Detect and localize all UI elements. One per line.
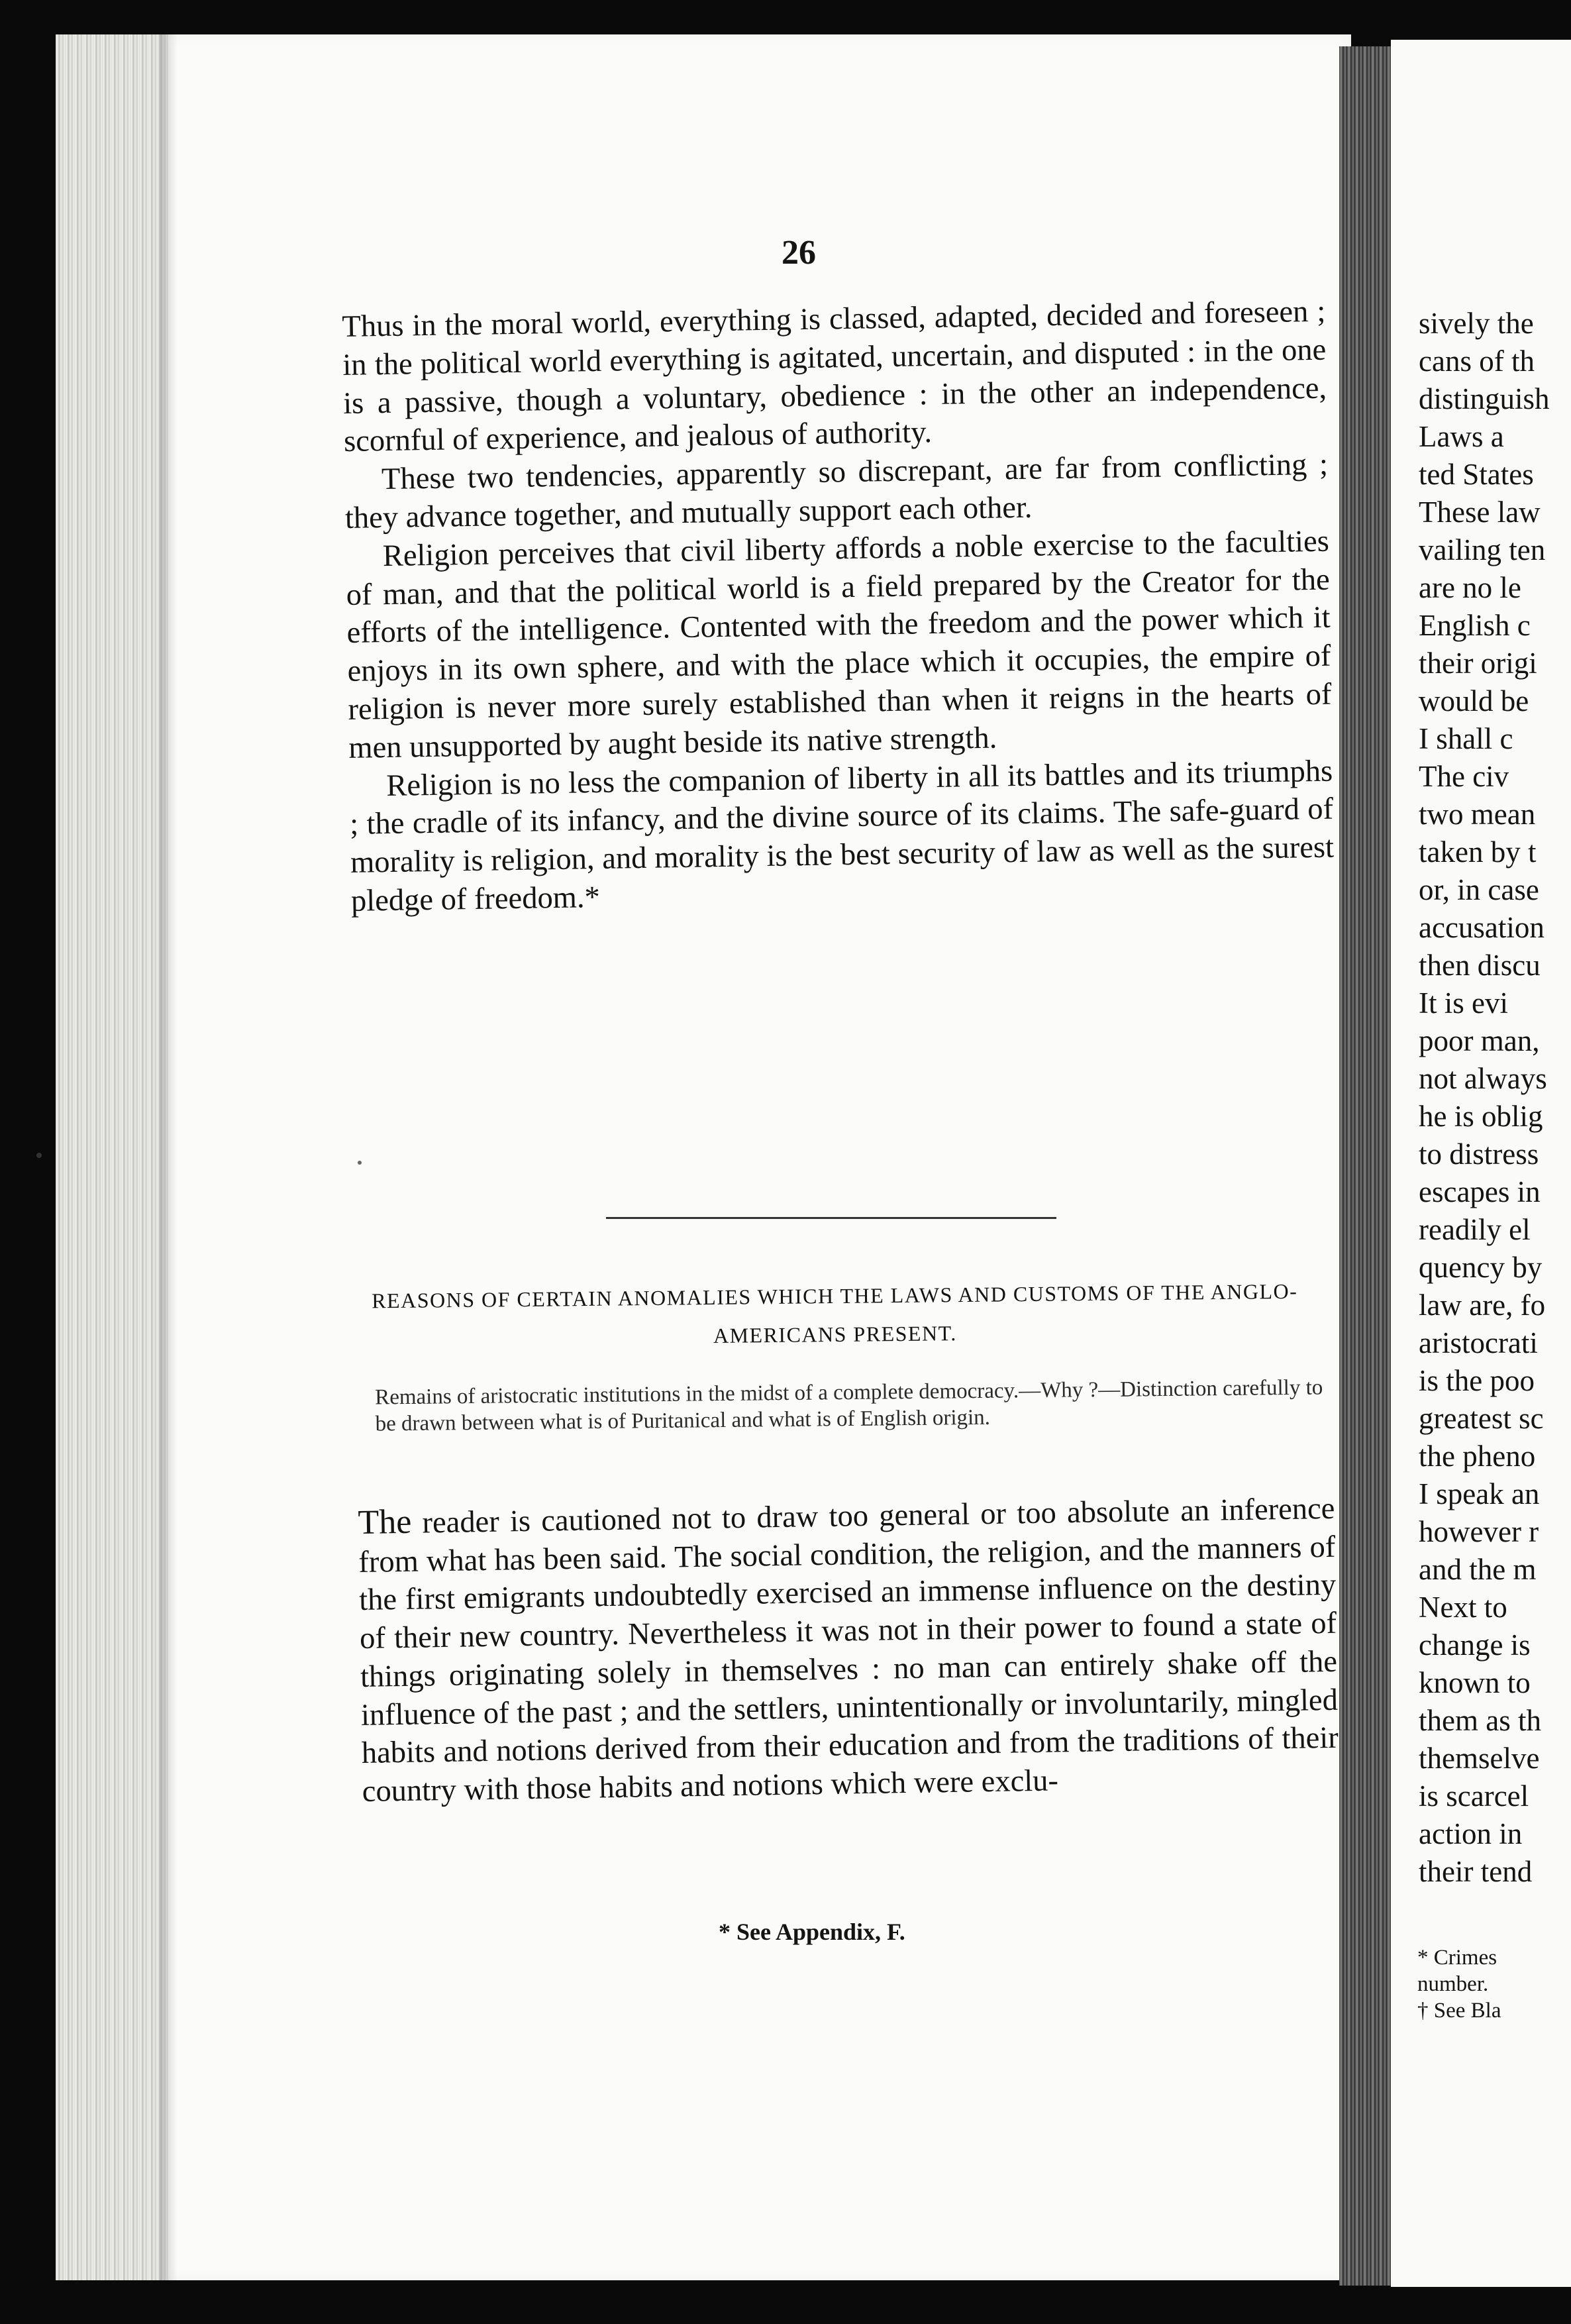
right-page-line: action in bbox=[1419, 1817, 1523, 1850]
right-page-footnote-line: † See Bla bbox=[1417, 1999, 1501, 2023]
right-page-line: It is evi bbox=[1419, 986, 1508, 1020]
paragraph: Religion is no less the companion of liberty in all its battles and its triumphs ; the cradle of its infancy, and the divine source of its claims. The safe-guard of morality is religion, and morality is the best security of law as well as the surest pledge of freedom.* bbox=[349, 754, 1335, 918]
right-page-line: taken by t bbox=[1419, 835, 1537, 869]
section-heading: REASONS OF CERTAIN ANOMALIES WHICH THE LAWS AND CUSTOMS OF THE ANGLO-AMERICANS PRESENT. bbox=[372, 1279, 1298, 1347]
right-page-line: readily el bbox=[1419, 1213, 1531, 1246]
right-page-line: Laws a bbox=[1419, 420, 1504, 453]
right-page-line: sively the bbox=[1419, 307, 1534, 340]
drop-cap: The bbox=[358, 1503, 412, 1542]
section-summary: Remains of aristocratic institutions in the midst of a complete democracy.—Why ?—Distinction carefully to be drawn between what is of Puritanical and what is of English origin. bbox=[375, 1375, 1323, 1436]
right-page-line: ted States bbox=[1419, 458, 1534, 491]
footnote: * See Appendix, F. bbox=[719, 1919, 905, 1945]
paragraph: Religion perceives that civil liberty affords a noble exercise to the faculties of man, and that the political world is a field prepared by the Creator for the efforts of the intelligence. Contented with the freedom and the power which it enjoys in its own sphere, and with the place which it occupies, the empire of religion is never more surely established than when it reigns in the hearts of men unsupported by aught beside its native strength. bbox=[346, 524, 1332, 765]
right-page-line: is scarcel bbox=[1419, 1779, 1529, 1813]
right-page-line: distinguish bbox=[1419, 382, 1550, 415]
right-page-line: I shall c bbox=[1419, 722, 1513, 755]
right-page-line: not always bbox=[1419, 1062, 1547, 1095]
right-page-line: aristocrati bbox=[1419, 1326, 1538, 1359]
paragraph: These two tendencies, apparently so discrepant, are far from conflicting ; they advance together, and mutually support each other. bbox=[344, 447, 1329, 535]
right-page-footnote-line: * Crimes bbox=[1417, 1946, 1497, 1970]
right-page-line: cans of th bbox=[1419, 344, 1535, 378]
right-page-line: however r bbox=[1419, 1515, 1539, 1548]
book-gutter bbox=[1339, 46, 1397, 2286]
right-page-line: their tend bbox=[1419, 1855, 1533, 1888]
right-page-line: their origi bbox=[1419, 647, 1537, 680]
right-page-line: then discu bbox=[1419, 949, 1541, 982]
chapter-body: reader is cautioned not to draw too general or too absolute an inference from what has been said. The social condition, the religion, and the manners of the first emigrants undoubtedly exercised an immense influence on the destiny of their new country. Nevertheless it was not in their power to found a state of things originating solely in themselves : no man can entirely shake off the influence of the past ; and the settlers, unintentionally or involuntarily, mingled habits and notions derived from their education and from the traditions of their country with those habits and notions which were exclu- bbox=[358, 1491, 1339, 1809]
page-stack-edge bbox=[56, 34, 168, 2280]
right-page-line: he is oblig bbox=[1419, 1100, 1543, 1133]
right-page-line: or, in case bbox=[1419, 873, 1539, 906]
right-page-line: The civ bbox=[1419, 760, 1509, 793]
right-page-footnote-line: number. bbox=[1417, 1972, 1489, 1996]
right-page-line: These law bbox=[1419, 496, 1541, 529]
right-page-line: law are, fo bbox=[1419, 1289, 1546, 1322]
page-edge-shadow bbox=[159, 34, 177, 2280]
scan-speck bbox=[36, 1153, 42, 1158]
right-page-line: them as th bbox=[1419, 1704, 1541, 1737]
right-page-line: English c bbox=[1419, 609, 1531, 642]
right-page-line: and the m bbox=[1419, 1553, 1537, 1586]
right-page-line: would be bbox=[1419, 684, 1529, 717]
right-page-line: is the poo bbox=[1419, 1364, 1535, 1397]
right-page-footnotes bbox=[1417, 1944, 1571, 2024]
right-page-line: known to bbox=[1419, 1666, 1531, 1699]
right-page-line: greatest sc bbox=[1419, 1402, 1544, 1435]
paragraph: Thus in the moral world, everything is classed, adapted, decided and foreseen ; in the political world everything is agitated, uncertain, and disputed : in the one is a passive, though a voluntary, obedience : in the other an independence, scornful of experience, and jealous of authority. bbox=[342, 294, 1327, 459]
right-page-line: poor man, bbox=[1419, 1024, 1540, 1057]
right-page-line: escapes in bbox=[1419, 1175, 1541, 1208]
right-page-line: Next to bbox=[1419, 1591, 1507, 1624]
right-page-line: accusation bbox=[1419, 911, 1545, 944]
right-page-line: are no le bbox=[1419, 571, 1521, 604]
scan-speck bbox=[358, 1161, 362, 1165]
chapter-text bbox=[358, 1489, 1339, 1811]
right-page-line: change is bbox=[1419, 1628, 1531, 1662]
main-text bbox=[342, 293, 1335, 921]
right-page-line: to distress bbox=[1419, 1137, 1539, 1171]
right-page-line: I speak an bbox=[1419, 1477, 1540, 1510]
right-page-text bbox=[1419, 305, 1571, 1891]
right-page-line: two mean bbox=[1419, 798, 1536, 831]
section-divider bbox=[606, 1217, 1056, 1219]
page-number: 26 bbox=[782, 234, 816, 272]
right-page-line: quency by bbox=[1419, 1251, 1543, 1284]
right-page-line: vailing ten bbox=[1419, 533, 1546, 566]
right-page-line: themselve bbox=[1419, 1742, 1540, 1775]
right-page-line: the pheno bbox=[1419, 1440, 1536, 1473]
